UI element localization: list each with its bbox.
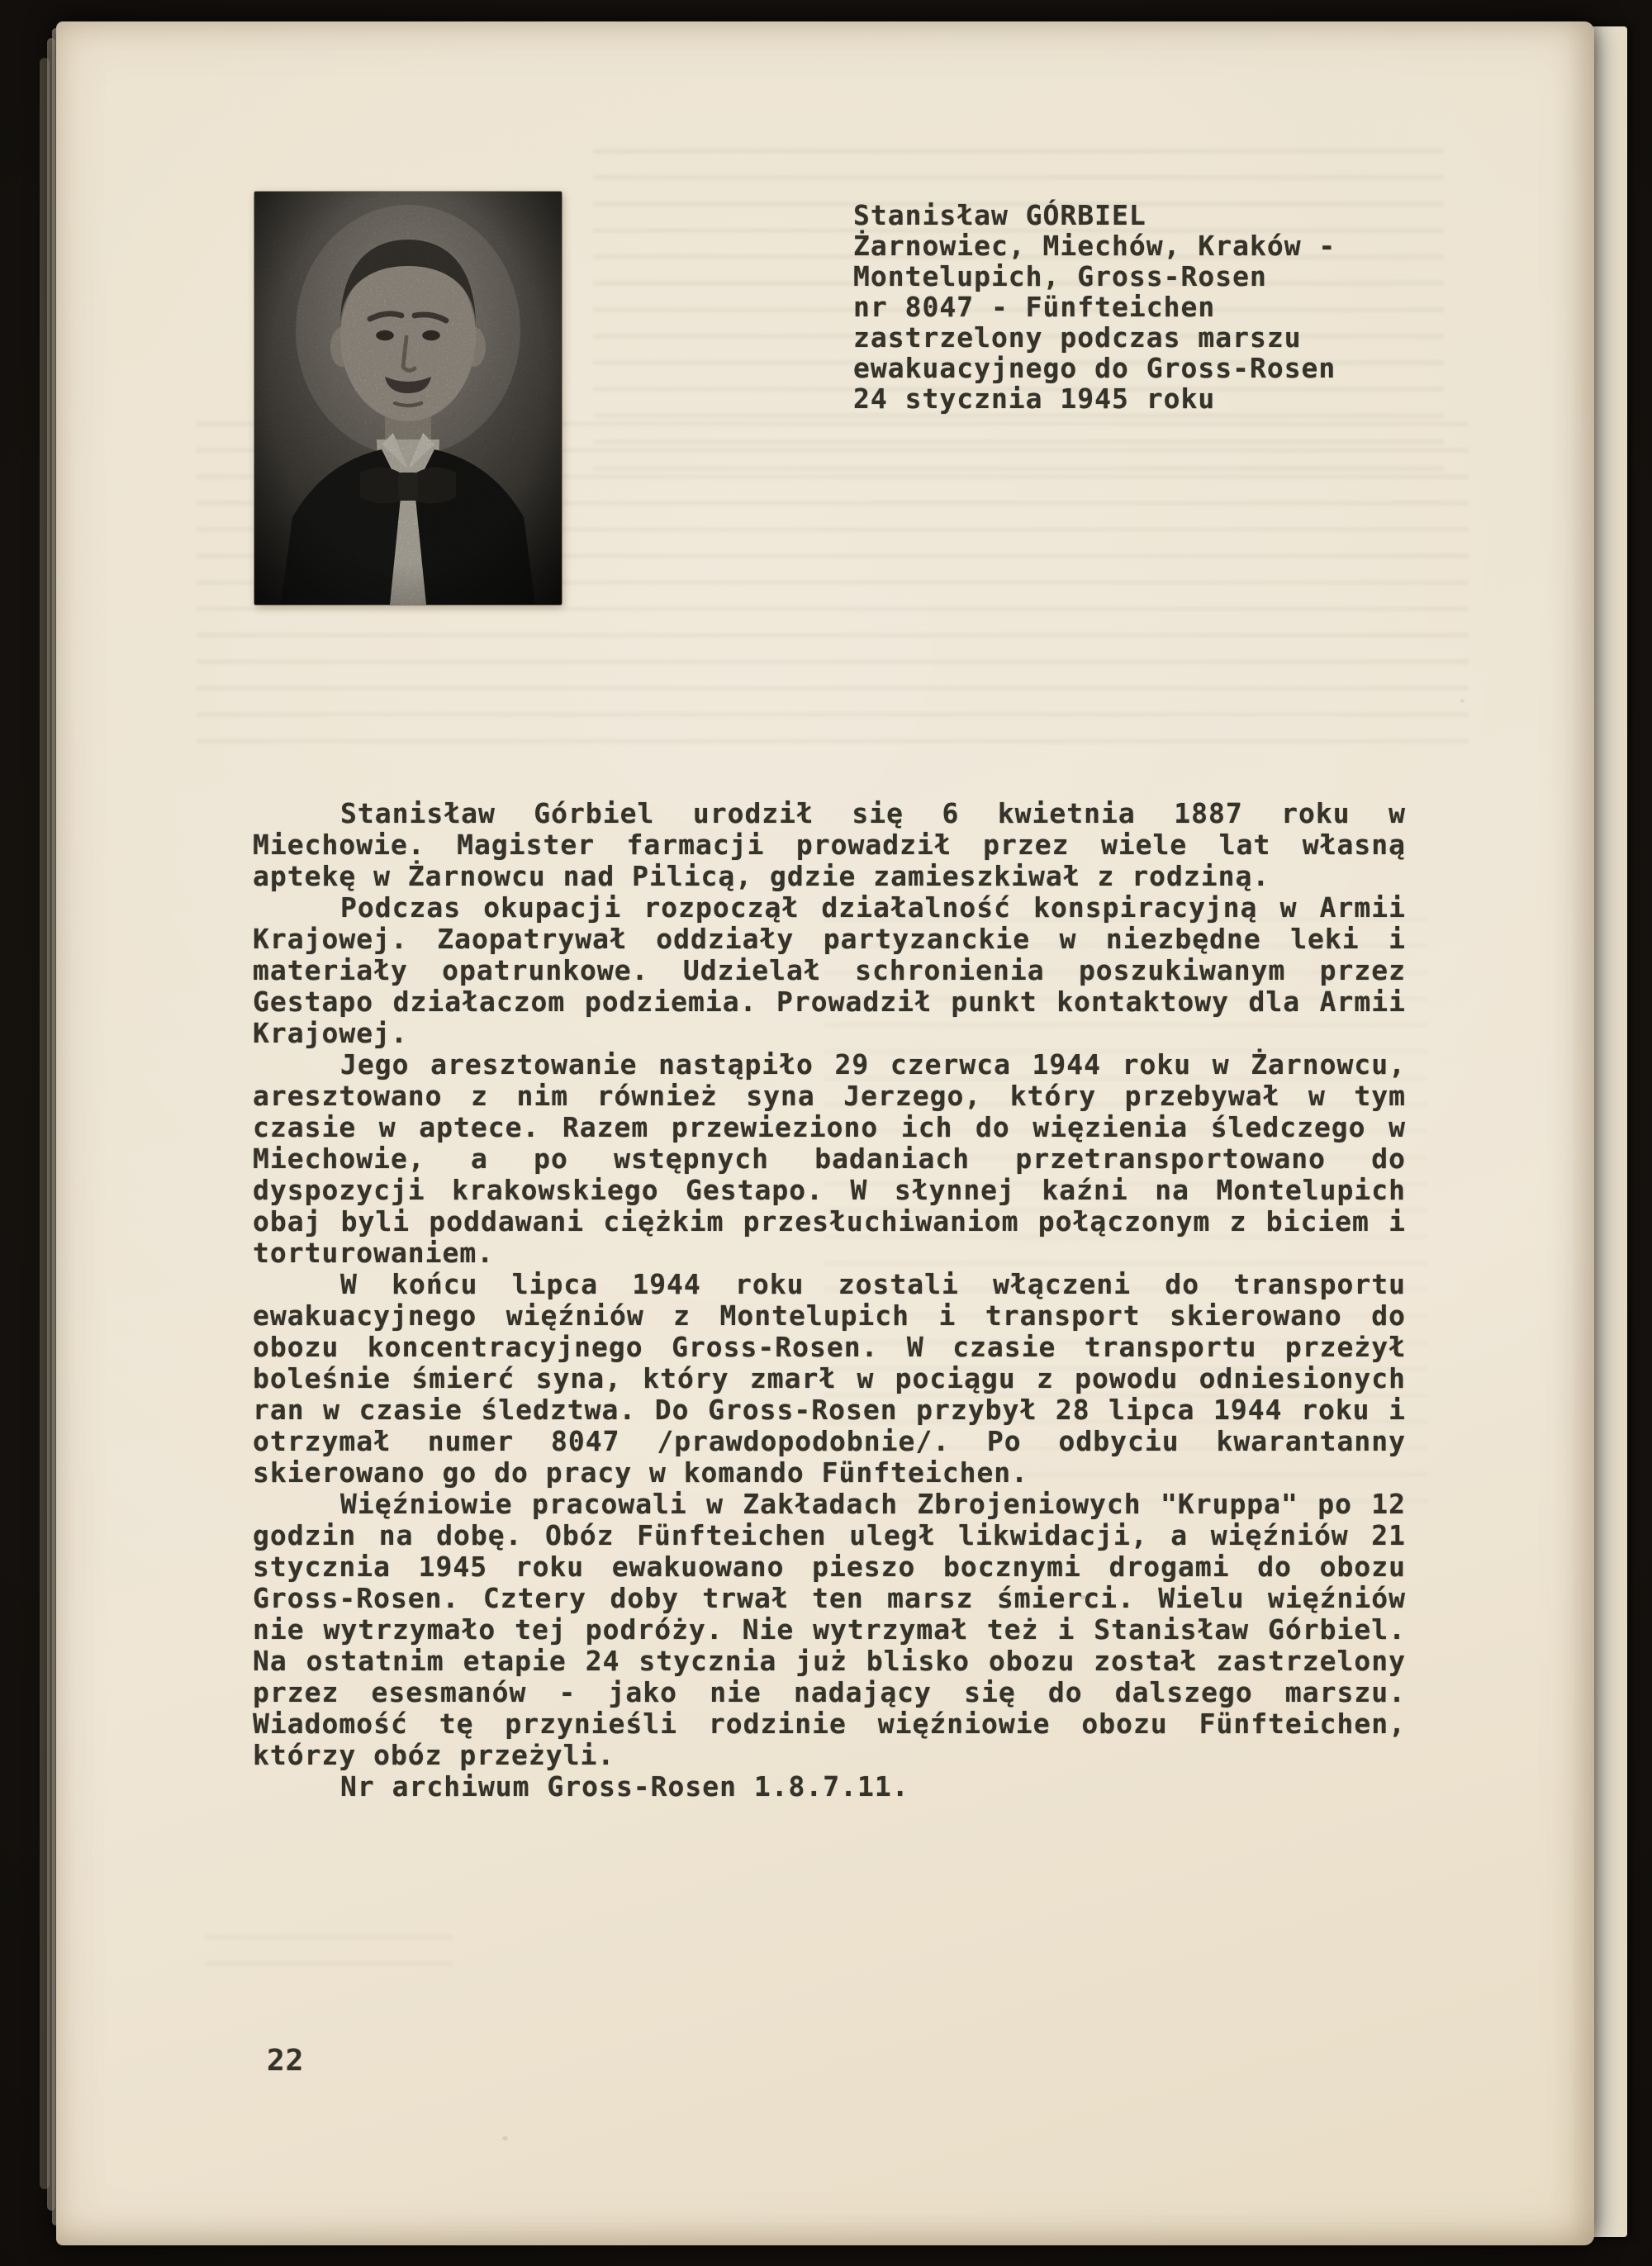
portrait-photo (254, 192, 562, 605)
paper-speckle (502, 2136, 508, 2140)
portrait-photo-illustration (254, 192, 562, 605)
header-line: 24 stycznia 1945 roku (853, 382, 1216, 415)
bleedthrough-ghost (205, 1922, 453, 1988)
paragraph: Więźniowie pracowali w Zakładach Zbrojeniowych "Kruppa" po 12 godzin na dobę. Obóz Fünfteichen uległ likwidacji, a więźniów 21 stycznia 1945 roku ewakuowano pieszo bocznymi drogami do obozu Gross-Rosen. Cztery doby trwał ten marsz śmierci. Wielu więźniów nie wytrzymało tej podróży. Nie wytrzymał też i Stanisław Górbiel. Na ostatnim etapie 24 stycznia już blisko obozu został zastrzelony przez esesmanów - jako nie nadający się do dalszego marszu. Wiadomość tę przynieśli rodzinie więźniowie obozu Fünfteichen, którzy obóz przeżyli. (253, 1488, 1406, 1771)
biography-header (853, 200, 1448, 414)
paragraph: Jego aresztowanie nastąpiło 29 czerwca 1944 roku w Żarnowcu, aresztowano z nim również syna Jerzego, który przebywał w tym czasie w aptece. Razem przewieziono ich do więzienia śledczego w Miechowie, a po wstępnych badaniach przetransportowano do dyspozycji krakowskiego Gestapo. W słynnej kaźni na Montelupich obaj byli poddawani ciężkim przesłuchiwaniom połączonym z biciem i torturowaniem. (253, 1048, 1406, 1269)
paper-speckle (1080, 1595, 1085, 1599)
header-line: nr 8047 - Fünfteichen (853, 291, 1216, 323)
paragraph: Stanisław Górbiel urodził się 6 kwietnia 1887 roku w Miechowie. Magister farmacji prowadził przez wiele lat własną aptekę w Żarnowcu nad Pilicą, gdzie zamieszkiwał z rodziną. (253, 797, 1406, 892)
paragraph: W końcu lipca 1944 roku zostali włączeni do transportu ewakuacyjnego więźniów z Montelupich i transport skierowano do obozu koncentracyjnego Gross-Rosen. W czasie transportu przeżył boleśnie śmierć syna, który zmarł w pociągu z powodu odniesionych ran w czasie śledztwa. Do Gross-Rosen przybył 28 lipca 1944 roku i otrzymał numer 8047 /prawdopodobnie/. Po odbyciu kwarantanny skierowano go do pracy w komando Fünfteichen. (253, 1268, 1406, 1489)
biography-text (253, 798, 1406, 1803)
header-line: zastrzelony podczas marszu (853, 321, 1302, 354)
header-line: ewakuacyjnego do Gross-Rosen (853, 352, 1336, 384)
paragraph: Podczas okupacji rozpoczął działalność konspiracyjną w Armii Krajowej. Zaopatrywał oddziały partyzanckie w niezbędne leki i materiały opatrunkowe. Udzielał schronienia poszukiwanym przez Gestapo działaczom podziemia. Prowadził punkt kontaktowy dla Armii Krajowej. (253, 891, 1406, 1049)
paper-speckle (1460, 699, 1464, 703)
archive-number-line: Nr archiwum Gross-Rosen 1.8.7.11. (340, 1770, 909, 1803)
book-page (56, 21, 1594, 2245)
header-line: Montelupich, Gross-Rosen (853, 260, 1267, 292)
header-line: Żarnowiec, Miechów, Kraków - (853, 230, 1336, 262)
page-number: 22 (267, 2044, 305, 2078)
person-name: Stanisław GÓRBIEL (853, 199, 1146, 231)
